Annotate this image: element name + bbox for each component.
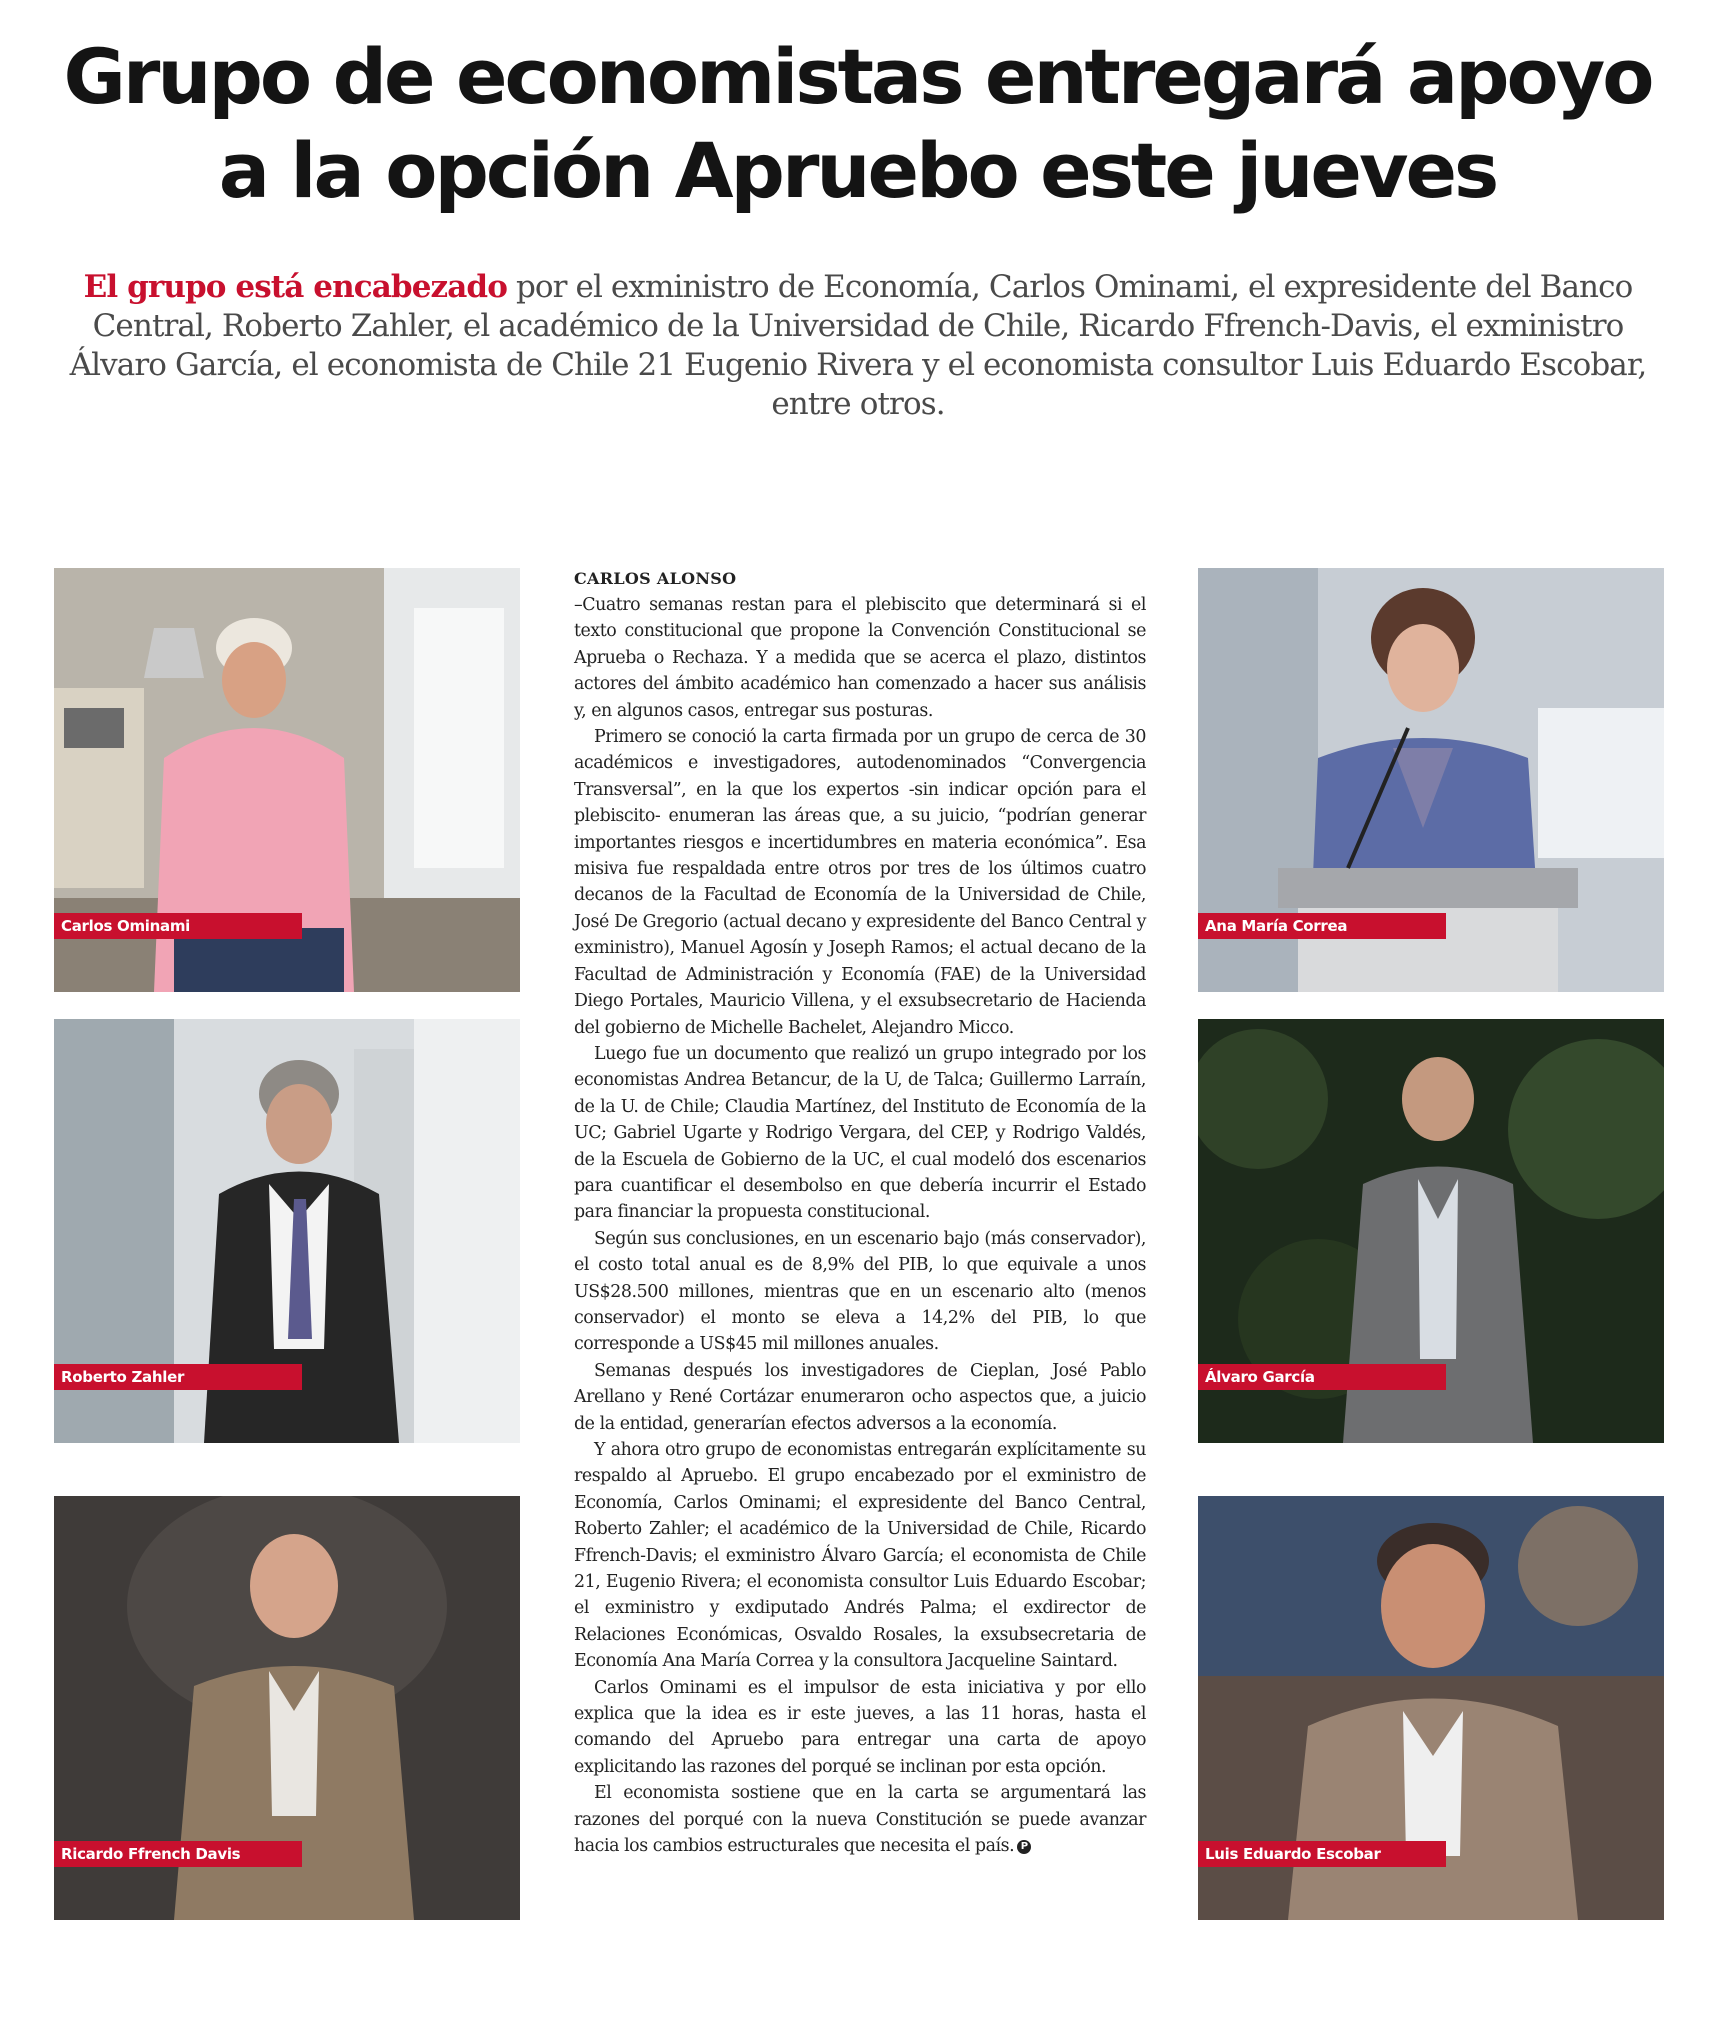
photo-alvaro-garcia (1198, 1019, 1664, 1443)
photo-caption: Álvaro García (1198, 1364, 1446, 1390)
photo-carlos-ominami (54, 568, 520, 992)
photo-luis-eduardo-escobar (1198, 1496, 1664, 1920)
photo-caption: Luis Eduardo Escobar (1198, 1841, 1446, 1867)
lead-kicker: El grupo está encabezado (83, 269, 507, 305)
photo-ana-maria-correa (1198, 568, 1664, 992)
article-paragraph-last (574, 1780, 1146, 1859)
headline: Grupo de economistas entregará apoyo a la opción Apruebo este jueves (63, 32, 1652, 215)
photo-roberto-zahler (54, 1019, 520, 1443)
article-paragraph: –Cuatro semanas restan para el plebiscito que determinará si el texto constitucional que propone la Convención Constitucional se Aprueba o Rechaza. Y a medida que se acerca el plazo, distintos actores del ámbito académico han comenzado a hacer sus análisis y, en algunos casos, entregar sus posturas. (574, 595, 1146, 721)
lead-paragraph (58, 268, 1658, 424)
photo-caption: Ana María Correa (1198, 913, 1446, 939)
photo-caption: Roberto Zahler (54, 1364, 302, 1390)
article-paragraph-text: El economista sostiene que en la carta se argumentará las razones del porqué con la nueva Constitución se puede avanzar hacia los cambios estructurales que necesita el país. (574, 1783, 1146, 1857)
article-paragraph: Carlos Ominami es el impulsor de esta iniciativa y por ello explica que la idea es ir este jueves, a las 11 horas, hasta el comando del Apruebo para entregar una carta de apoyo explicitando las razones del porqué se inclinan por esta opción. (574, 1677, 1146, 1777)
article-paragraph: Semanas después los investigadores de Cieplan, José Pablo Arellano y René Cortázar enumeraron ocho aspectos que, a juicio de la entidad, generarían efectos adversos a la economía. (574, 1360, 1146, 1434)
article-paragraph: Y ahora otro grupo de economistas entregarán explícitamente su respaldo al Apruebo. El grupo encabezado por el exministro de Economía, Carlos Ominami; el expresidente del Banco Central, Roberto Zahler; el académico de la Universidad de Chile, Ricardo Ffrench-Davis; el exministro Álvaro García; el economista de Chile 21, Eugenio Rivera; el economista consultor Luis Eduardo Escobar; el exministro y exdiputado Andrés Palma; el exdirector de Relaciones Económicas, Osvaldo Rosales, la exsubsecretaria de Economía Ana María Correa y la consultora Jacqueline Saintard. (574, 1440, 1146, 1672)
photo-caption: Ricardo Ffrench Davis (54, 1841, 302, 1867)
article-paragraph: Según sus conclusiones, en un escenario bajo (más conservador), el costo total anual es de 8,9% del PIB, lo que equivale a unos US$28.500 millones, mientras que en un escenario alto (menos conservador) el monto se eleva a 14,2% del PIB, lo que corresponde a US$45 mil millones anuales. (574, 1228, 1146, 1355)
article-paragraph: Luego fue un documento que realizó un grupo integrado por los economistas Andrea Betancur, de la U, de Talca; Guillermo Larraín, de la U. de Chile; Claudia Martínez, del Instituto de Economía de la UC; Gabriel Ugarte y Rodrigo Vergara, del CEP, y Rodrigo Valdés, de la Escuela de Gobierno de la UC, el cual modeló dos escenarios para cuantificar el desembolso en que debería incurrir el Estado para financiar la propuesta constitucional. (574, 1043, 1146, 1223)
photo-caption: Carlos Ominami (54, 913, 302, 939)
byline: CARLOS ALONSO (574, 569, 737, 588)
end-mark-icon: P (1017, 1840, 1031, 1854)
article-paragraph: Primero se conoció la carta firmada por un grupo de cerca de 30 académicos e investigadores, autodenominados “Convergencia Transversal”, en la que los expertos -sin indicar opción para el plebiscito- enumeran las áreas que, a su juicio, “podrían generar importantes riesgos e incertidumbres en materia económica”. Esa misiva fue respaldada entre otros por tres de los últimos cuatro decanos de la Facultad de Economía de la Universidad de Chile, José De Gregorio (actual decano y expresidente del Banco Central y exministro), Manuel Agosín y Joseph Ramos; el actual decano de la Facultad de Administración y Economía (FAE) de la Universidad Diego Portales, Mauricio Villena, y el exsubsecretario de Hacienda del gobierno de Michelle Bachelet, Alejandro Micco. (574, 727, 1146, 1038)
photo-ricardo-ffrench-davis (54, 1496, 520, 1920)
lead-text: por el exministro de Economía, Carlos Ominami, el expresidente del Banco Central, Roberto Zahler, el académico de la Universidad de Chile, Ricardo Ffrench-Davis, el exministro Álvaro García, el economista de Chile 21 Eugenio Rivera y el economista consultor Luis Eduardo Escobar, entre otros. (69, 269, 1647, 422)
article-body (574, 566, 1146, 1860)
